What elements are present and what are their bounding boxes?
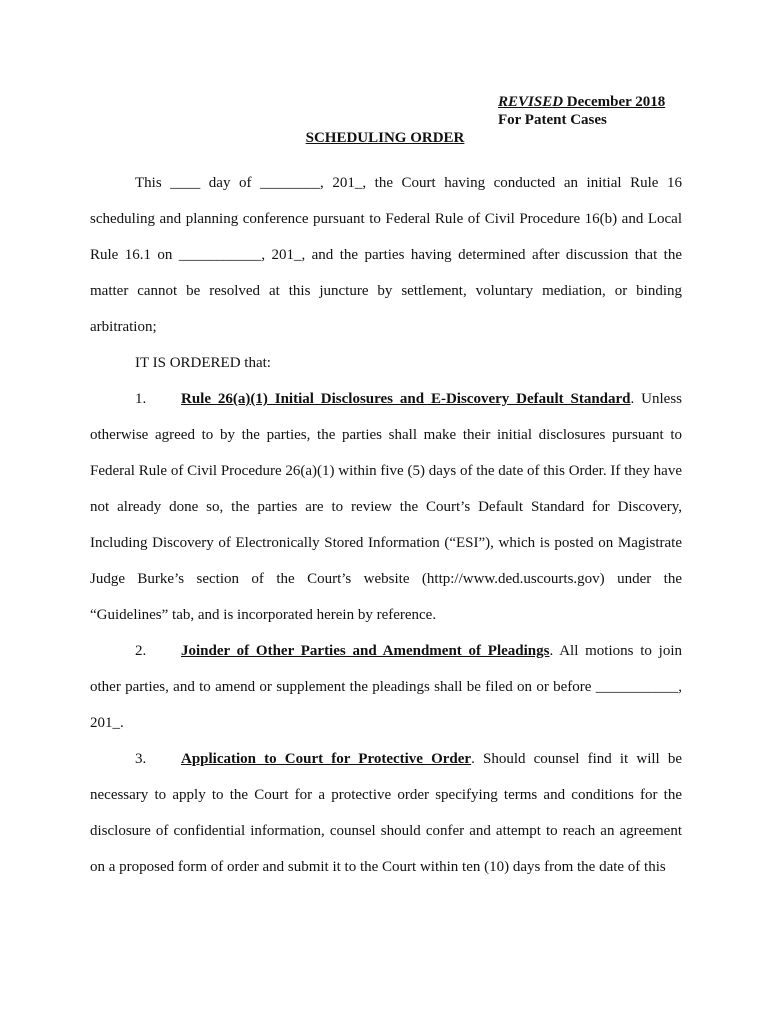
section-2-text: . All motions to join other parties, and to amend or supplement the pleadings shall be filed on or before ___________, 201_. [90,643,683,731]
revision-header [498,93,665,129]
section-3-number: 3. [135,751,147,767]
document-title-text: SCHEDULING ORDER [305,130,465,146]
section-1-text: . Unless otherwise agreed to by the parties, the parties shall make their initial disclosures pursuant to Federal Rule of Civil Procedure 26(a)(1) within five (5) days of the date of this Order. If they have not already done so, the parties are to review the Court’s Default Standard for Discovery, Including Discovery of Electronically Stored Information (“ESI”), which is posted on Magistrate Judge Burke’s section of the Court’s website (http://www.ded.uscourts.gov) under the “Guidelines” tab, and is incorporated herein by reference. [90,391,682,623]
document-body [90,165,682,885]
section-3-text: . Should counsel find it will be necessary to apply to the Court for a protective order specifying terms and conditions for the disclosure of confidential information, counsel should confer and attempt to reach an agreement on a proposed form of order and submit it to the Court within ten (10) days from the date of this [90,751,682,875]
revised-label: REVISED [498,94,564,110]
section-3-heading: Application to Court for Protective Order [181,751,472,767]
section-1-paragraph [90,381,682,633]
revision-line [498,93,665,111]
preamble-paragraph: This ____ day of ________, 201_, the Court having conducted an initial Rule 16 scheduling and planning conference pursuant to Federal Rule of Civil Procedure 16(b) and Local Rule 16.1 on ___________, 201_, and the parties having determined after discussion that the matter cannot be resolved at this juncture by settlement, voluntary mediation, or binding arbitration; [90,175,682,335]
section-1-number: 1. [135,391,147,407]
revision-date: December 2018 [563,94,666,110]
section-2-heading: Joinder of Other Parties and Amendment of Pleadings [181,643,550,659]
document-title [0,129,770,147]
section-1-heading: Rule 26(a)(1) Initial Disclosures and E-Discovery Default Standard [181,391,631,407]
section-2-paragraph [90,633,682,741]
section-2-number: 2. [135,643,147,659]
ordered-line: IT IS ORDERED that: [135,355,271,371]
case-type-line: For Patent Cases [498,112,607,128]
section-3-paragraph [90,741,682,885]
